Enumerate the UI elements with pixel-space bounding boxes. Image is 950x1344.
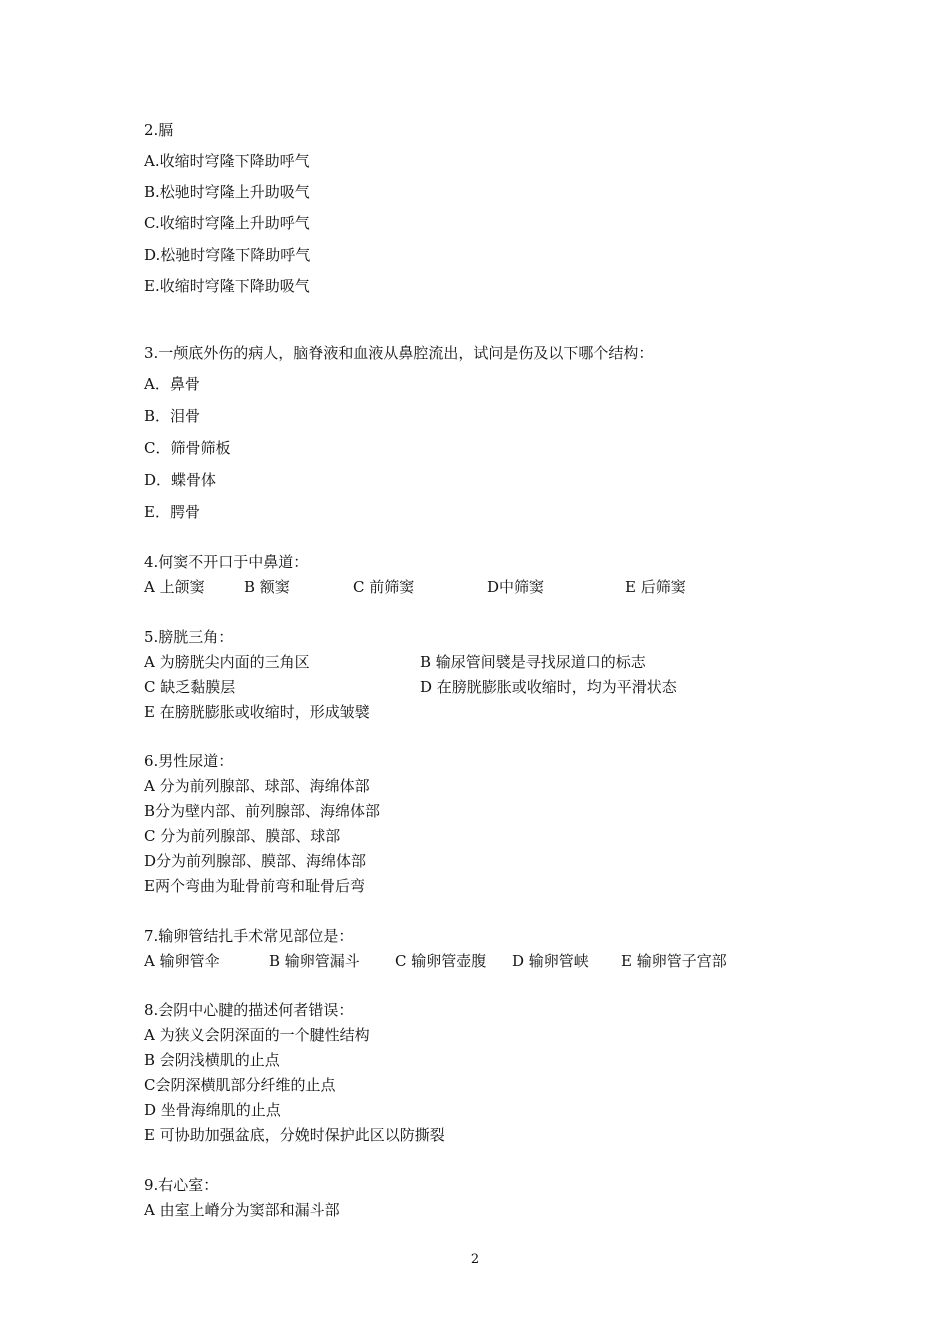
question-stem: 2.膈 [144, 121, 174, 139]
option-d: D分为前列腺部、膜部、海绵体部 [144, 852, 367, 870]
option-b: B.松驰时穹隆上升助吸气 [144, 183, 310, 201]
option-a: A 上颌窦 [144, 578, 205, 596]
option-b: B 输卵管漏斗 [269, 952, 360, 970]
option-e: E．腭骨 [144, 503, 200, 521]
option-c: C 输卵管壶腹 [395, 952, 487, 970]
option-c: C会阴深横肌部分纤维的止点 [144, 1076, 336, 1094]
option-a: A．鼻骨 [144, 375, 200, 393]
option-b: B 额窦 [244, 578, 290, 596]
option-e: E 后筛窦 [625, 578, 686, 596]
option-c: C.收缩时穹隆上升助呼气 [144, 214, 310, 232]
question-stem: 5.膀胱三角： [144, 628, 234, 646]
option-a: A.收缩时穹隆下降助呼气 [144, 152, 310, 170]
option-d: D 输卵管峡 [512, 952, 589, 970]
option-a: A 由室上嵴分为窦部和漏斗部 [144, 1201, 340, 1219]
option-e: E 输卵管子宫部 [621, 952, 727, 970]
option-d: D 坐骨海绵肌的止点 [144, 1101, 281, 1119]
option-d: D．蝶骨体 [144, 471, 217, 489]
option-d: D 在膀胱膨胀或收缩时，均为平滑状态 [420, 678, 677, 696]
option-c: C 缺乏黏膜层 [144, 678, 236, 696]
option-e: E.收缩时穹隆下降助吸气 [144, 277, 310, 295]
question-stem: 7.输卵管结扎手术常见部位是： [144, 927, 354, 945]
page-number: 2 [470, 1252, 480, 1267]
option-d: D中筛窦 [487, 578, 545, 596]
option-c: C 前筛窦 [353, 578, 415, 596]
option-c: C．筛骨筛板 [144, 439, 231, 457]
option-d: D.松驰时穹隆下降助呼气 [144, 246, 311, 264]
option-b: B分为壁内部、前列腺部、海绵体部 [144, 802, 381, 820]
option-a: A 为狭义会阴深面的一个腱性结构 [144, 1026, 370, 1044]
option-e: E两个弯曲为耻骨前弯和耻骨后弯 [144, 877, 365, 895]
option-e: E 在膀胱膨胀或收缩时，形成皱襞 [144, 703, 370, 721]
question-stem: 3.一颅底外伤的病人，脑脊液和血液从鼻腔流出，试问是伤及以下哪个结构： [144, 344, 654, 362]
question-stem: 9.右心室： [144, 1176, 219, 1194]
option-e: E 可协助加强盆底，分娩时保护此区以防撕裂 [144, 1126, 445, 1144]
option-a: A 输卵管伞 [144, 952, 220, 970]
question-stem: 4.何窦不开口于中鼻道： [144, 553, 309, 571]
option-a: A 为膀胱尖内面的三角区 [144, 653, 310, 671]
option-b: B．泪骨 [144, 407, 201, 425]
question-stem: 8.会阴中心腱的描述何者错误： [144, 1001, 354, 1019]
option-b: B 会阴浅横肌的止点 [144, 1051, 280, 1069]
option-b: B 输尿管间襞是寻找尿道口的标志 [420, 653, 646, 671]
option-c: C 分为前列腺部、膜部、球部 [144, 827, 341, 845]
option-a: A 分为前列腺部、球部、海绵体部 [144, 777, 370, 795]
question-stem: 6.男性尿道： [144, 752, 234, 770]
